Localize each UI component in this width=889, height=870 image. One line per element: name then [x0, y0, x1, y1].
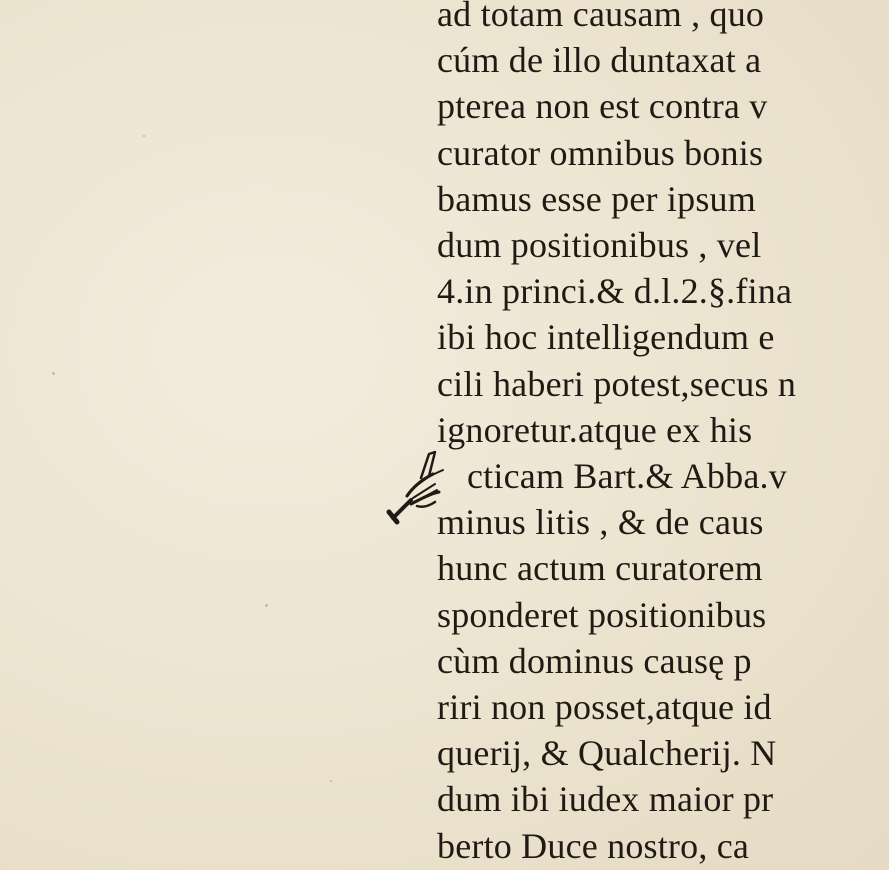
text-line: cùm dominus causę p [437, 640, 752, 681]
text-line: sponderet positionibus [437, 594, 767, 635]
text-line: berto Duce nostro, ca [437, 825, 750, 866]
text-line: cúm de illo duntaxat a [437, 40, 762, 81]
text-line: 4.in princi.& d.l.2.§.fina [437, 271, 793, 312]
text-line: minus litis , & de caus [437, 502, 764, 543]
text-line: bamus esse per ipsum [437, 178, 756, 219]
text-line: pterea non est contra v [437, 86, 768, 127]
paper-speck [52, 372, 55, 375]
text-line: cticam Bart.& Abba.v [467, 456, 787, 497]
text-line: ibi hoc intelligendum e [437, 317, 775, 358]
text-line: curator omnibus bonis [437, 132, 764, 173]
text-line: hunc actum curatorem [437, 548, 763, 589]
text-line: cili haberi potest,secus n [437, 363, 797, 404]
text-line: riri non posset,atque id [437, 687, 772, 728]
text-line: querij, & Qualcherij. N [437, 733, 777, 774]
paper-speck [265, 604, 268, 607]
text-line: ad totam causam , quo [437, 0, 765, 34]
text-line: dum positionibus , vel [437, 225, 762, 266]
text-column [437, 0, 889, 870]
paper-speck [330, 780, 332, 782]
paper-speck [143, 135, 145, 137]
text-line: ignoretur.atque ex his [437, 409, 753, 450]
text-line: dum ibi iudex maior pr [437, 779, 774, 820]
